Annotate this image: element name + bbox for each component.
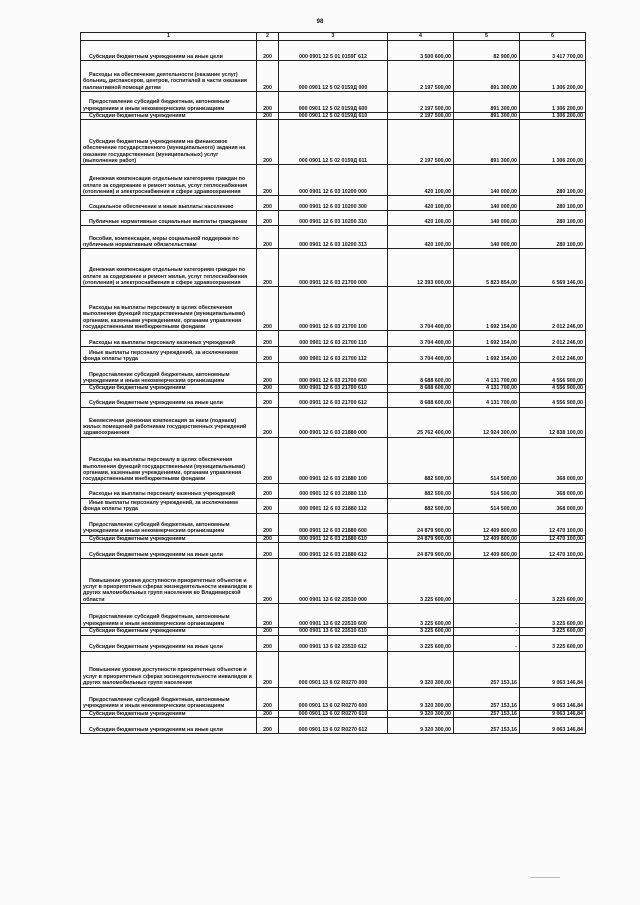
row-code-cell: 000 0901 12 6 03 10200 310 (279, 211, 388, 226)
row-executed-cell: 891 300,00 (454, 61, 520, 92)
row-name-cell: Предоставление субсидий бюджетным, автономным учреждениям и иным некоммерческим организациям (81, 604, 257, 628)
row-remaining-cell: 368 000,00 (520, 498, 586, 513)
row-name-cell: Иные выплаты персоналу учреждений, за исключением фонда оплаты труда (81, 347, 257, 363)
scan-mark (530, 877, 560, 878)
row-code-cell: 000 0901 12 5 02 0159Д 000 (279, 61, 388, 92)
row-name-cell: Субсидии бюджетным учреждениям на иные цели (81, 635, 257, 651)
table-row (81, 61, 586, 92)
row-kind-cell: 200 (257, 120, 279, 165)
table-row (81, 249, 586, 287)
table-row (81, 226, 586, 249)
row-approved-cell: 2 197 500,00 (388, 113, 454, 120)
row-code-cell: 000 0901 13 6 02 23510 610 (279, 628, 388, 635)
row-remaining-cell: 280 100,00 (520, 165, 586, 196)
row-executed-cell: 514 500,00 (454, 483, 520, 498)
row-remaining-cell: 280 100,00 (520, 211, 586, 226)
row-remaining-cell: 3 225 600,00 (520, 604, 586, 628)
row-approved-cell: 420 100,00 (388, 165, 454, 196)
row-approved-cell: 882 500,00 (388, 437, 454, 483)
row-code-cell: 000 0901 12 5 02 0159Д 600 (279, 92, 388, 113)
row-executed-cell: 12 409 800,00 (454, 543, 520, 559)
row-remaining-cell: 12 470 100,00 (520, 513, 586, 535)
row-approved-cell: 420 100,00 (388, 226, 454, 249)
row-remaining-cell: 9 063 146,84 (520, 687, 586, 710)
table-row (81, 604, 586, 628)
row-kind-cell: 200 (257, 92, 279, 113)
row-name-cell: Субсидии бюджетным учреждениям на иные цели (81, 543, 257, 559)
row-kind-cell: 200 (257, 513, 279, 535)
row-kind-cell: 200 (257, 604, 279, 628)
row-name-cell: Иные выплаты персоналу учреждений, за исключением фонда оплаты труда (81, 498, 257, 513)
table-row (81, 347, 586, 363)
table-row (81, 92, 586, 113)
row-executed-cell: 82 900,00 (454, 41, 520, 61)
row-code-cell: 000 0901 12 6 03 21700 600 (279, 363, 388, 385)
table-row (81, 437, 586, 483)
budget-table (80, 32, 586, 734)
row-code-cell: 000 0901 12 6 03 21700 112 (279, 347, 388, 363)
page-number: 98 (316, 19, 324, 25)
row-kind-cell: 200 (257, 287, 279, 331)
row-executed-cell: 4 131 700,00 (454, 392, 520, 407)
row-code-cell: 000 0901 12 6 03 10200 313 (279, 226, 388, 249)
table-row (81, 211, 586, 226)
row-kind-cell: 200 (257, 635, 279, 651)
row-kind-cell: 200 (257, 628, 279, 635)
row-executed-cell: - (454, 635, 520, 651)
row-code-cell: 000 0901 12 6 03 21880 612 (279, 543, 388, 559)
row-name-cell: Субсидии бюджетным учреждениям (81, 628, 257, 635)
row-kind-cell: 200 (257, 687, 279, 710)
row-code-cell: 000 0901 12 6 03 21880 000 (279, 407, 388, 437)
row-approved-cell: 8 688 600,00 (388, 385, 454, 392)
header-row (81, 33, 586, 41)
row-approved-cell: 882 500,00 (388, 483, 454, 498)
row-code-cell: 000 0901 12 6 03 21700 612 (279, 392, 388, 407)
row-name-cell: Субсидии бюджетным учреждениям на иные цели (81, 392, 257, 407)
row-approved-cell: 9 320 300,00 (388, 710, 454, 717)
row-name-cell: Предоставление субсидий бюджетным, автономным учреждениям и иным некоммерческим организациям (81, 513, 257, 535)
row-approved-cell: 24 879 900,00 (388, 535, 454, 542)
table-row (81, 651, 586, 687)
row-executed-cell: 1 692 154,00 (454, 347, 520, 363)
table-row (81, 718, 586, 734)
row-remaining-cell: 2 012 246,00 (520, 347, 586, 363)
row-kind-cell: 200 (257, 211, 279, 226)
row-code-cell: 000 0901 12 6 03 21700 610 (279, 385, 388, 392)
row-kind-cell: 200 (257, 407, 279, 437)
row-approved-cell: 24 879 900,00 (388, 513, 454, 535)
row-executed-cell: - (454, 559, 520, 604)
row-name-cell: Субсидии бюджетным учреждениям (81, 385, 257, 392)
row-name-cell: Социальное обеспечение и иные выплаты населению (81, 196, 257, 211)
row-remaining-cell: 9 063 146,84 (520, 710, 586, 717)
row-approved-cell: 2 197 500,00 (388, 92, 454, 113)
row-approved-cell: 882 500,00 (388, 498, 454, 513)
table-row (81, 196, 586, 211)
row-approved-cell: 25 762 400,00 (388, 407, 454, 437)
table-row (81, 41, 586, 61)
row-name-cell: Расходы на выплаты персоналу казенных учреждений (81, 331, 257, 347)
row-executed-cell: 4 131 700,00 (454, 385, 520, 392)
row-remaining-cell: 1 306 200,00 (520, 113, 586, 120)
row-executed-cell: 257 153,16 (454, 718, 520, 734)
row-executed-cell: 891 300,00 (454, 113, 520, 120)
row-name-cell: Пособия, компенсации, меры социальной поддержки по публичным нормативным обязательствам (81, 226, 257, 249)
row-executed-cell: 514 500,00 (454, 498, 520, 513)
row-kind-cell: 200 (257, 385, 279, 392)
row-name-cell: Субсидии бюджетным учреждениям (81, 710, 257, 717)
row-code-cell: 000 0901 12 5 01 0159Г 612 (279, 41, 388, 61)
row-name-cell: Субсидии бюджетным учреждениям на иные цели (81, 41, 257, 61)
row-kind-cell: 200 (257, 347, 279, 363)
row-code-cell: 000 0901 12 6 03 21880 112 (279, 498, 388, 513)
row-remaining-cell: 368 000,00 (520, 483, 586, 498)
row-code-cell: 000 0901 12 5 02 0159Д 610 (279, 113, 388, 120)
row-name-cell: Предоставление субсидий бюджетным, автономным учреждениям и иным некоммерческим организациям (81, 363, 257, 385)
row-kind-cell: 200 (257, 498, 279, 513)
header-cell: 1 (81, 33, 257, 41)
row-approved-cell: 3 225 600,00 (388, 635, 454, 651)
row-code-cell: 000 0901 12 5 02 0159Д 611 (279, 120, 388, 165)
row-executed-cell: 12 409 800,00 (454, 513, 520, 535)
row-executed-cell: 257 153,16 (454, 710, 520, 717)
row-kind-cell: 200 (257, 543, 279, 559)
row-code-cell: 000 0901 12 6 03 10200 300 (279, 196, 388, 211)
row-remaining-cell: 3 225 600,00 (520, 559, 586, 604)
row-name-cell: Субсидии бюджетным учреждениям на финансовое обеспечение государственного (муниципального) задания на оказание государственных (муниципальных) услуг (выполнение работ) (81, 120, 257, 165)
row-name-cell: Расходы на обеспечение деятельности (оказание услуг) больниц, диспансеров, центров, госпиталей в части оказания паллиативной помощи детям (81, 61, 257, 92)
row-remaining-cell: 12 470 100,00 (520, 543, 586, 559)
row-approved-cell: 3 704 400,00 (388, 331, 454, 347)
row-code-cell: 000 0901 13 6 02 23510 600 (279, 604, 388, 628)
table-row (81, 392, 586, 407)
row-remaining-cell: 2 012 246,00 (520, 331, 586, 347)
row-approved-cell: 420 100,00 (388, 211, 454, 226)
row-name-cell: Расходы на выплаты персоналу казенных учреждений (81, 483, 257, 498)
row-executed-cell: - (454, 604, 520, 628)
row-remaining-cell: 1 306 200,00 (520, 120, 586, 165)
row-kind-cell: 200 (257, 41, 279, 61)
row-kind-cell: 200 (257, 61, 279, 92)
row-executed-cell: 5 823 854,00 (454, 249, 520, 287)
row-approved-cell: 9 320 300,00 (388, 687, 454, 710)
table-row (81, 287, 586, 331)
row-executed-cell: 514 500,00 (454, 437, 520, 483)
row-executed-cell: 1 692 154,00 (454, 287, 520, 331)
row-remaining-cell: 1 306 200,00 (520, 92, 586, 113)
table-row (81, 385, 586, 392)
row-remaining-cell: 4 556 900,00 (520, 385, 586, 392)
table-row (81, 407, 586, 437)
row-kind-cell: 200 (257, 651, 279, 687)
row-name-cell: Субсидии бюджетным учреждениям (81, 535, 257, 542)
row-code-cell: 000 0901 12 6 03 21880 610 (279, 535, 388, 542)
row-code-cell: 000 0901 13 6 02 R0270 600 (279, 687, 388, 710)
header-cell: 6 (520, 33, 586, 41)
row-name-cell: Повышение уровня доступности приоритетных объектов и услуг в приоритетных сферах жизнедеятельности инвалидов и других маломобильных групп населения во Владимирской области (81, 559, 257, 604)
header-cell: 5 (454, 33, 520, 41)
header-cell: 4 (388, 33, 454, 41)
row-approved-cell: 3 225 600,00 (388, 628, 454, 635)
row-remaining-cell: 280 100,00 (520, 226, 586, 249)
row-remaining-cell: 9 063 146,84 (520, 651, 586, 687)
row-kind-cell: 200 (257, 165, 279, 196)
row-executed-cell: 140 000,00 (454, 165, 520, 196)
row-approved-cell: 3 704 400,00 (388, 347, 454, 363)
row-approved-cell: 24 879 900,00 (388, 543, 454, 559)
table-row (81, 535, 586, 542)
row-approved-cell: 9 320 300,00 (388, 651, 454, 687)
header-cell: 3 (279, 33, 388, 41)
row-kind-cell: 200 (257, 196, 279, 211)
row-remaining-cell: 3 225 600,00 (520, 628, 586, 635)
header-cell: 2 (257, 33, 279, 41)
row-kind-cell: 200 (257, 363, 279, 385)
row-remaining-cell: 4 556 900,00 (520, 363, 586, 385)
row-approved-cell: 3 225 600,00 (388, 559, 454, 604)
row-executed-cell: 1 692 154,00 (454, 331, 520, 347)
row-executed-cell: 257 153,16 (454, 687, 520, 710)
table-row (81, 331, 586, 347)
row-kind-cell: 200 (257, 535, 279, 542)
row-remaining-cell: 368 000,00 (520, 437, 586, 483)
row-code-cell: 000 0901 12 6 03 21700 110 (279, 331, 388, 347)
row-executed-cell: 4 131 700,00 (454, 363, 520, 385)
row-executed-cell: 140 000,00 (454, 211, 520, 226)
row-remaining-cell: 12 838 100,00 (520, 407, 586, 437)
row-approved-cell: 420 100,00 (388, 196, 454, 211)
row-kind-cell: 200 (257, 392, 279, 407)
row-executed-cell: 12 409 800,00 (454, 535, 520, 542)
table-row (81, 543, 586, 559)
row-kind-cell: 200 (257, 249, 279, 287)
row-approved-cell: 2 197 500,00 (388, 120, 454, 165)
row-name-cell: Публичные нормативные социальные выплаты гражданам (81, 211, 257, 226)
row-code-cell: 000 0901 13 6 02 R0270 612 (279, 718, 388, 734)
row-executed-cell: 12 924 300,00 (454, 407, 520, 437)
row-remaining-cell: 280 100,00 (520, 196, 586, 211)
row-remaining-cell: 2 012 246,00 (520, 287, 586, 331)
row-kind-cell: 200 (257, 710, 279, 717)
row-executed-cell: - (454, 628, 520, 635)
row-kind-cell: 200 (257, 113, 279, 120)
row-name-cell: Денежная компенсация отдельным категориям граждан по оплате за содержание и ремонт жилья, услуг теплоснабжения (отопления) и электроснабжения в сфере здравоохранения (81, 249, 257, 287)
row-remaining-cell: 4 556 900,00 (520, 392, 586, 407)
row-code-cell: 000 0901 12 6 03 21700 000 (279, 249, 388, 287)
table-row (81, 483, 586, 498)
row-name-cell: Повышение уровня доступности приоритетных объектов и услуг в приоритетных сферах жизнедеятельности инвалидов и других маломобильных групп населения (81, 651, 257, 687)
row-name-cell: Расходы на выплаты персоналу в целях обеспечения выполнения функций государственными (муниципальными) органами, казенными учреждениями, органами управления государственными внебюджетными фондами (81, 287, 257, 331)
row-executed-cell: 257 153,16 (454, 651, 520, 687)
row-remaining-cell: 6 569 146,00 (520, 249, 586, 287)
row-remaining-cell: 12 470 100,00 (520, 535, 586, 542)
row-remaining-cell: 3 417 700,00 (520, 41, 586, 61)
row-kind-cell: 200 (257, 226, 279, 249)
row-code-cell: 000 0901 13 6 02 23510 612 (279, 635, 388, 651)
row-approved-cell: 3 704 400,00 (388, 287, 454, 331)
row-kind-cell: 200 (257, 559, 279, 604)
row-kind-cell: 200 (257, 718, 279, 734)
row-name-cell: Субсидии бюджетным учреждениям на иные цели (81, 718, 257, 734)
table-row (81, 635, 586, 651)
row-name-cell: Ежемесячная денежная компенсация за наем (поднаем) жилых помещений работникам государственных учреждений здравоохранения (81, 407, 257, 437)
row-name-cell: Денежная компенсация отдельным категориям граждан по оплате за содержание и ремонт жилья, услуг теплоснабжения (отопления) и электроснабжения в сфере здравоохранения (81, 165, 257, 196)
row-executed-cell: 140 000,00 (454, 226, 520, 249)
row-approved-cell: 9 320 300,00 (388, 718, 454, 734)
row-approved-cell: 2 197 500,00 (388, 61, 454, 92)
row-code-cell: 000 0901 12 6 03 10200 000 (279, 165, 388, 196)
row-kind-cell: 200 (257, 437, 279, 483)
row-name-cell: Предоставление субсидий бюджетным, автономным учреждениям и иным некоммерческим организациям (81, 687, 257, 710)
row-kind-cell: 200 (257, 483, 279, 498)
table-row (81, 113, 586, 120)
row-executed-cell: 891 300,00 (454, 92, 520, 113)
row-name-cell: Субсидии бюджетным учреждениям (81, 113, 257, 120)
row-remaining-cell: 9 063 146,84 (520, 718, 586, 734)
row-approved-cell: 12 393 000,00 (388, 249, 454, 287)
table-row (81, 363, 586, 385)
table-row (81, 165, 586, 196)
table-row (81, 710, 586, 717)
table-row (81, 559, 586, 604)
row-remaining-cell: 3 225 600,00 (520, 635, 586, 651)
row-remaining-cell: 1 306 200,00 (520, 61, 586, 92)
row-executed-cell: 891 300,00 (454, 120, 520, 165)
row-approved-cell: 3 500 600,00 (388, 41, 454, 61)
row-code-cell: 000 0901 12 6 03 21880 110 (279, 483, 388, 498)
row-code-cell: 000 0901 13 6 02 23510 000 (279, 559, 388, 604)
table-row (81, 628, 586, 635)
table-row (81, 687, 586, 710)
table-row (81, 120, 586, 165)
row-code-cell: 000 0901 12 6 03 21880 600 (279, 513, 388, 535)
table-row (81, 498, 586, 513)
row-name-cell: Предоставление субсидий бюджетным, автономным учреждениям и иным некоммерческим организациям (81, 92, 257, 113)
table-body (81, 41, 586, 734)
row-approved-cell: 3 225 600,00 (388, 604, 454, 628)
row-approved-cell: 8 688 600,00 (388, 392, 454, 407)
table-row (81, 513, 586, 535)
row-approved-cell: 8 688 600,00 (388, 363, 454, 385)
row-code-cell: 000 0901 12 6 03 21880 100 (279, 437, 388, 483)
row-executed-cell: 140 000,00 (454, 196, 520, 211)
row-kind-cell: 200 (257, 331, 279, 347)
row-code-cell: 000 0901 13 6 02 R0270 000 (279, 651, 388, 687)
row-code-cell: 000 0901 13 6 02 R0270 610 (279, 710, 388, 717)
row-code-cell: 000 0901 12 6 03 21700 100 (279, 287, 388, 331)
row-name-cell: Расходы на выплаты персоналу в целях обеспечения выполнения функций государственными (муниципальными) органами, казенными учреждениями, органами управления государственными внебюджетными фондами (81, 437, 257, 483)
